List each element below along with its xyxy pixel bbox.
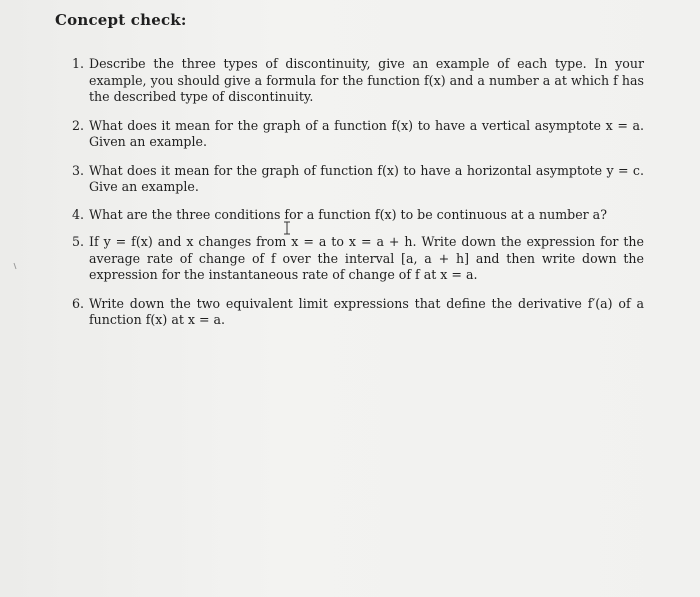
question-number: 4. xyxy=(72,206,85,222)
question-text: If y = f(x) and x changes from x = a to x = a + h. Write down the expression for the average rate of change of f over the interval [a, a + h] and then write down the expression for the instantaneous rate of change of f at x = a. xyxy=(89,234,644,282)
question-text: What are the three conditions for a function f(x) to be continuous at a number a? xyxy=(89,206,607,222)
question-item xyxy=(72,118,644,151)
question-text: Write down the two equivalent limit expressions that define the derivative f′(a) of a function f(x) at x = a. xyxy=(89,295,644,327)
question-number: 6. xyxy=(72,295,85,311)
question-item xyxy=(72,207,644,224)
question-list xyxy=(72,56,644,341)
question-item xyxy=(72,234,644,284)
text-cursor-icon xyxy=(283,221,291,235)
question-number: 5. xyxy=(72,234,85,249)
page-heading: Concept check: xyxy=(55,11,187,29)
question-text: What does it mean for the graph of a function f(x) to have a vertical asymptote x = a. Given an example. xyxy=(89,117,644,149)
question-number: 2. xyxy=(72,117,85,133)
question-number: 1. xyxy=(72,56,85,71)
question-number: 3. xyxy=(72,162,85,178)
question-item xyxy=(72,56,644,106)
question-item xyxy=(72,163,644,196)
margin-mark-icon xyxy=(13,262,18,270)
question-text: What does it mean for the graph of function f(x) to have a horizontal asymptote y = c. Give an example. xyxy=(89,162,644,194)
question-text: Describe the three types of discontinuity, give an example of each type. In your example, you should give a formula for the function f(x) and a number a at which f has the described type of discontinuity. xyxy=(89,56,644,104)
question-item xyxy=(72,296,644,329)
